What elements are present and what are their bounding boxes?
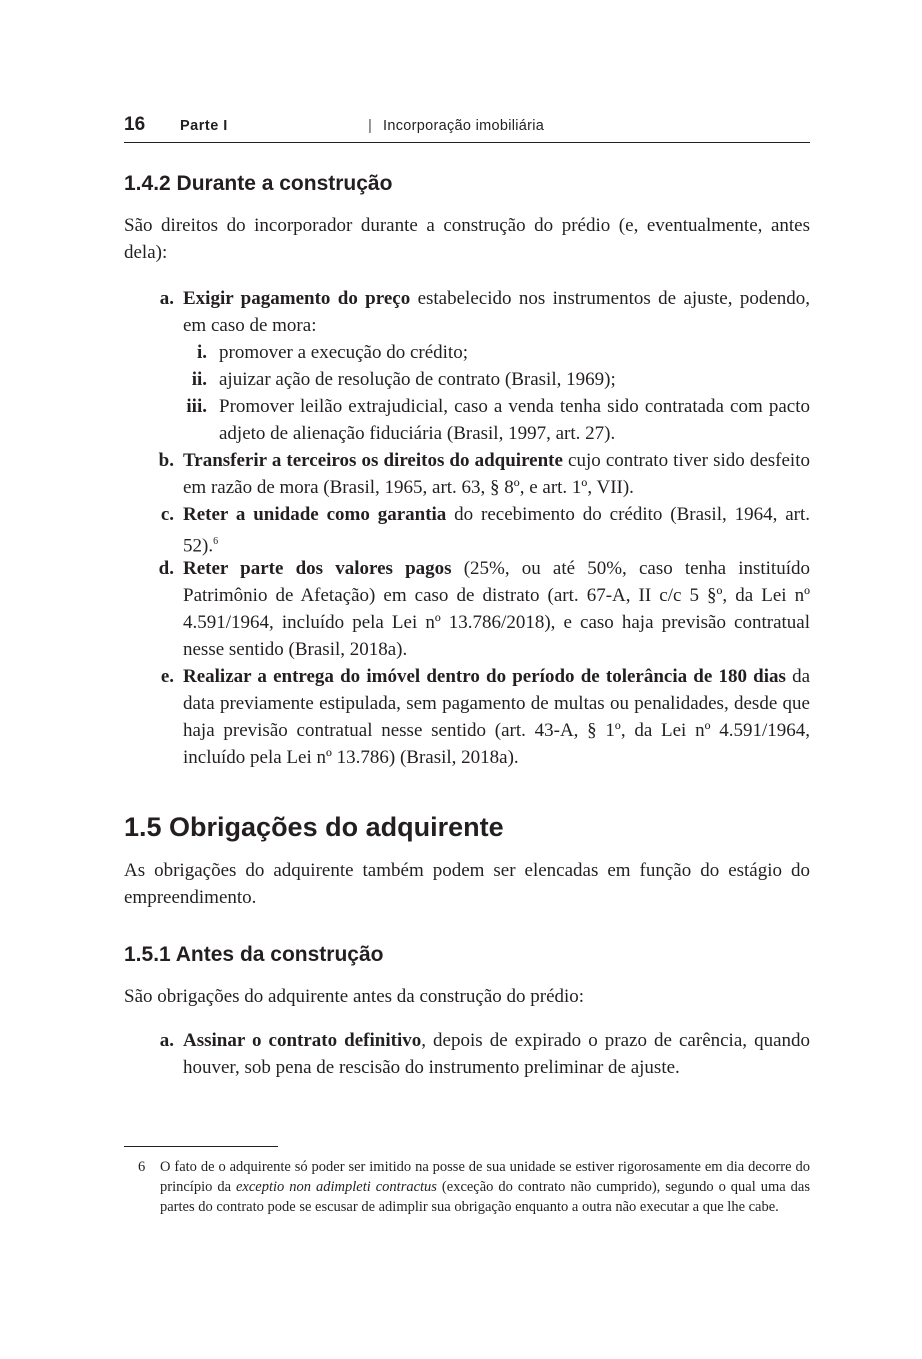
page-number: 16 <box>124 114 146 135</box>
section-intro-1-5: As obrigações do adquirente também podem ser elencadas em função do estágio do empreendimento. <box>124 860 810 908</box>
sub-marker: iii. <box>186 396 207 417</box>
list-item-a <box>124 285 810 339</box>
sub-text: Promover leilão extrajudicial, caso a venda tenha sido contratada com pacto adjeto de alienação fiduciária (Brasil, 1997, art. 27). <box>219 396 810 444</box>
sub-text: promover a execução do crédito; <box>219 342 468 363</box>
item-bold: Assinar o contrato definitivo <box>183 1030 422 1051</box>
section-intro-1-4-2: São direitos do incorporador durante a construção do prédio (e, eventualmente, antes dela): <box>124 215 810 263</box>
item-bold: Realizar a entrega do imóvel dentro do período de tolerância de 180 dias <box>183 666 786 687</box>
footnote <box>124 1157 810 1217</box>
footnote-marker: 6 <box>138 1159 146 1175</box>
section-heading-1-5: 1.5 Obrigações do adquirente <box>124 812 504 842</box>
running-head <box>124 112 810 143</box>
item-bold: Exigir pagamento do preço <box>183 288 411 309</box>
list-item-a-obligations <box>124 1027 810 1081</box>
footnote-text: O fato de o adquirente só poder ser imitido na posse de sua unidade se estiver rigorosamente em dia decorre do princípio da <box>160 1159 810 1195</box>
part-label: Parte I <box>180 118 228 134</box>
list-marker: a. <box>159 288 174 309</box>
list-item-d <box>124 555 810 663</box>
item-bold: Reter a unidade como garantia <box>183 504 447 525</box>
item-bold: Transferir a terceiros os direitos do adquirente <box>183 450 563 471</box>
section-intro-1-5-1: São obrigações do adquirente antes da construção do prédio: <box>124 986 585 1007</box>
book-title: Incorporação imobiliária <box>383 118 545 134</box>
list-marker: e. <box>160 666 174 687</box>
section-heading-1-4-2: 1.4.2 Durante a construção <box>124 172 393 195</box>
footnote-latin-term: exceptio non adimpleti contractus <box>235 1179 437 1195</box>
footnote-reference: 6 <box>213 536 219 547</box>
item-text: , depois de expirado o prazo de carência, quando houver, sob pena de rescisão do instrumento preliminar de ajuste. <box>183 1030 811 1078</box>
sub-marker: ii. <box>191 369 207 390</box>
item-text: (25%, ou até 50%, caso tenha instituído Patrimônio de Afetação) em caso de distrato (art. 67-A, II c/c 5 §º, da Lei nº 4.591/1964, incluído pela Lei nº 13.786/2018), e caso haja previsão contratual nesse sentido (Brasil, 2018a). <box>183 558 810 660</box>
sub-item-ii <box>124 366 810 393</box>
footnote-text: (exceção do contrato não cumprido), segundo o qual uma das partes do contrato pode se escusar de adimplir sua obrigação enquanto a outra não executar a que lhe cabe. <box>160 1179 810 1215</box>
footnote-rule <box>124 1146 278 1147</box>
list-item-c <box>124 501 810 559</box>
list-marker: a. <box>159 1030 174 1051</box>
item-text: do recebimento do crédito (Brasil, 1964, art. 52). <box>183 504 810 557</box>
list-marker: b. <box>158 450 174 471</box>
item-bold: Reter parte dos valores pagos <box>183 558 452 579</box>
list-item-e <box>124 663 810 771</box>
item-text: estabelecido nos instrumentos de ajuste, podendo, em caso de mora: <box>183 288 811 336</box>
list-marker: d. <box>158 558 174 579</box>
item-text: da data previamente estipulada, sem pagamento de multas ou penalidades, desde que haja previsão contratual nesse sentido (art. 43-A, § 1º, da Lei nº 4.591/1964, incluído pela Lei nº 13.786) (Brasil, 2018a). <box>183 666 810 768</box>
item-text: cujo contrato tiver sido desfeito em razão de mora (Brasil, 1965, art. 63, § 8º, e art. 1º, VII). <box>183 450 810 498</box>
list-item-b <box>124 447 810 501</box>
sub-item-iii <box>124 393 810 447</box>
sub-marker: i. <box>196 342 207 363</box>
header-separator: | <box>368 117 372 134</box>
sub-item-i <box>124 339 810 366</box>
list-marker: c. <box>160 504 174 525</box>
sub-text: ajuizar ação de resolução de contrato (Brasil, 1969); <box>219 369 616 390</box>
section-heading-1-5-1: 1.5.1 Antes da construção <box>124 943 384 966</box>
